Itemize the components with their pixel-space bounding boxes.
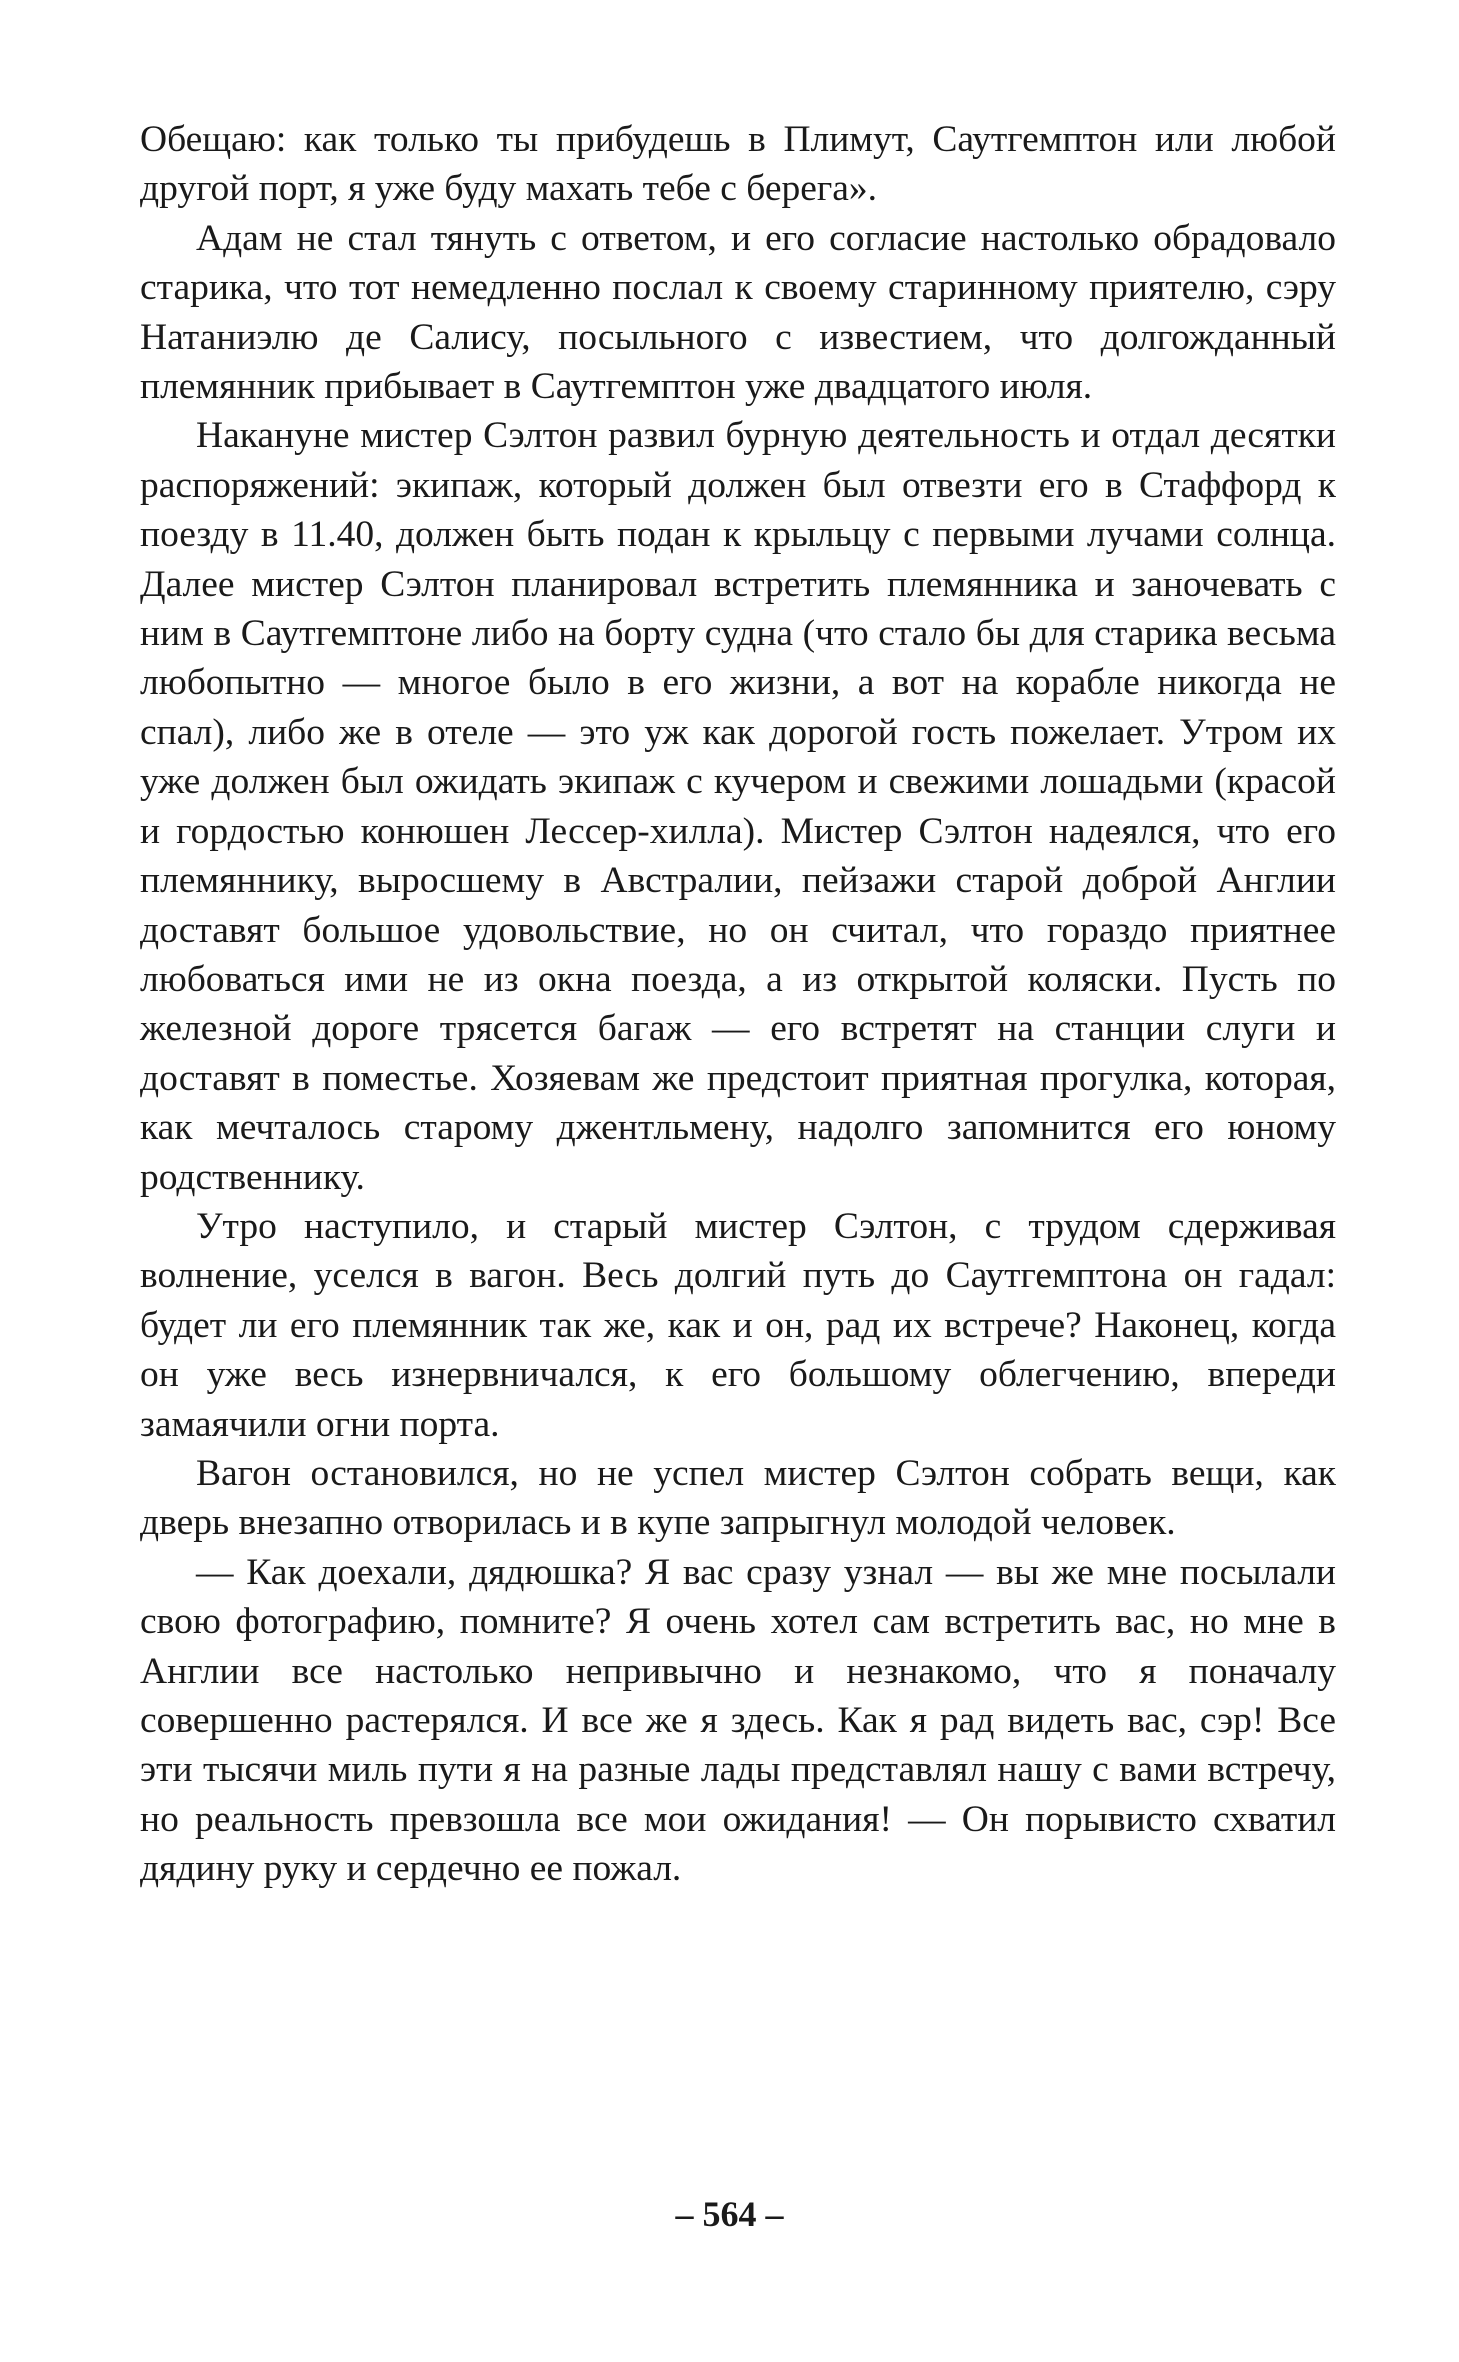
paragraph-continuation: Обещаю: как только ты прибудешь в Плимут, Саутгемптон или любой другой порт, я уже буду махать тебе с берега».: [140, 119, 1336, 210]
body-text: [140, 115, 1336, 1894]
paragraph: Адам не стал тянуть с ответом, и его согласие настолько обрадовало старика, что тот немедленно послал к своему старинному приятелю, сэру Натаниэлю де Салису, посыльного с известием, что долгожданный племянник прибывает в Саутгемптон уже двадцатого июля.: [140, 217, 1336, 408]
paragraph: Утро наступило, и старый мистер Сэлтон, с трудом сдерживая волнение, уселся в вагон. Весь долгий путь до Саутгемптона он гадал: будет ли его племянник так же, как и он, рад их встрече? Наконец, когда он уже весь изнервничался, к его большому облегчению, впереди замаячили огни порта.: [140, 1205, 1336, 1445]
paragraph-dialogue: — Как доехали, дядюшка? Я вас сразу узнал — вы же мне посылали свою фотографию, помните? Я очень хотел сам встретить вас, но мне в Англии все настолько непривычно и незнакомо, что я поначалу совершенно растерялся. И все же я здесь. Как я рад видеть вас, сэр! Все эти тысячи миль пути я на разные лады представлял нашу с вами встречу, но реальность превзошла все мои ожидания! — Он порывисто схватил дядину руку и сердечно ее пожал.: [140, 1551, 1336, 1890]
paragraph: Накануне мистер Сэлтон развил бурную деятельность и отдал десятки распоряжений: экипаж, который должен был отвезти его в Стаффорд к поезду в 11.40, должен быть подан к крыльцу с первыми лучами солнца. Далее мистер Сэлтон планировал встретить племянника и заночевать с ним в Саутгемптоне либо на борту судна (что стало бы для старика весьма любопытно — многое было в его жизни, а вот на корабле никогда не спал), либо же в отеле — это уж как дорогой гость пожелает. Утром их уже должен был ожидать экипаж с кучером и свежими лошадьми (красой и гордостью конюшен Лессер-хилла). Мистер Сэлтон надеялся, что его племяннику, выросшему в Австралии, пейзажи старой доброй Англии доставят большое удовольствие, но он считал, что гораздо приятнее любоваться ими не из окна поезда, а из открытой коляски. Пусть по железной дороге трясется багаж — его встретят на станции слуги и доставят в поместье. Хозяевам же предстоит приятная прогулка, которая, как мечталось старому джентльмену, надолго запомнится его юному родственнику.: [140, 415, 1336, 1198]
page-number: – 564 –: [675, 2194, 784, 2234]
paragraph: Вагон остановился, но не успел мистер Сэлтон собрать вещи, как дверь внезапно отворилась и в купе запрыгнул молодой человек.: [140, 1452, 1336, 1544]
